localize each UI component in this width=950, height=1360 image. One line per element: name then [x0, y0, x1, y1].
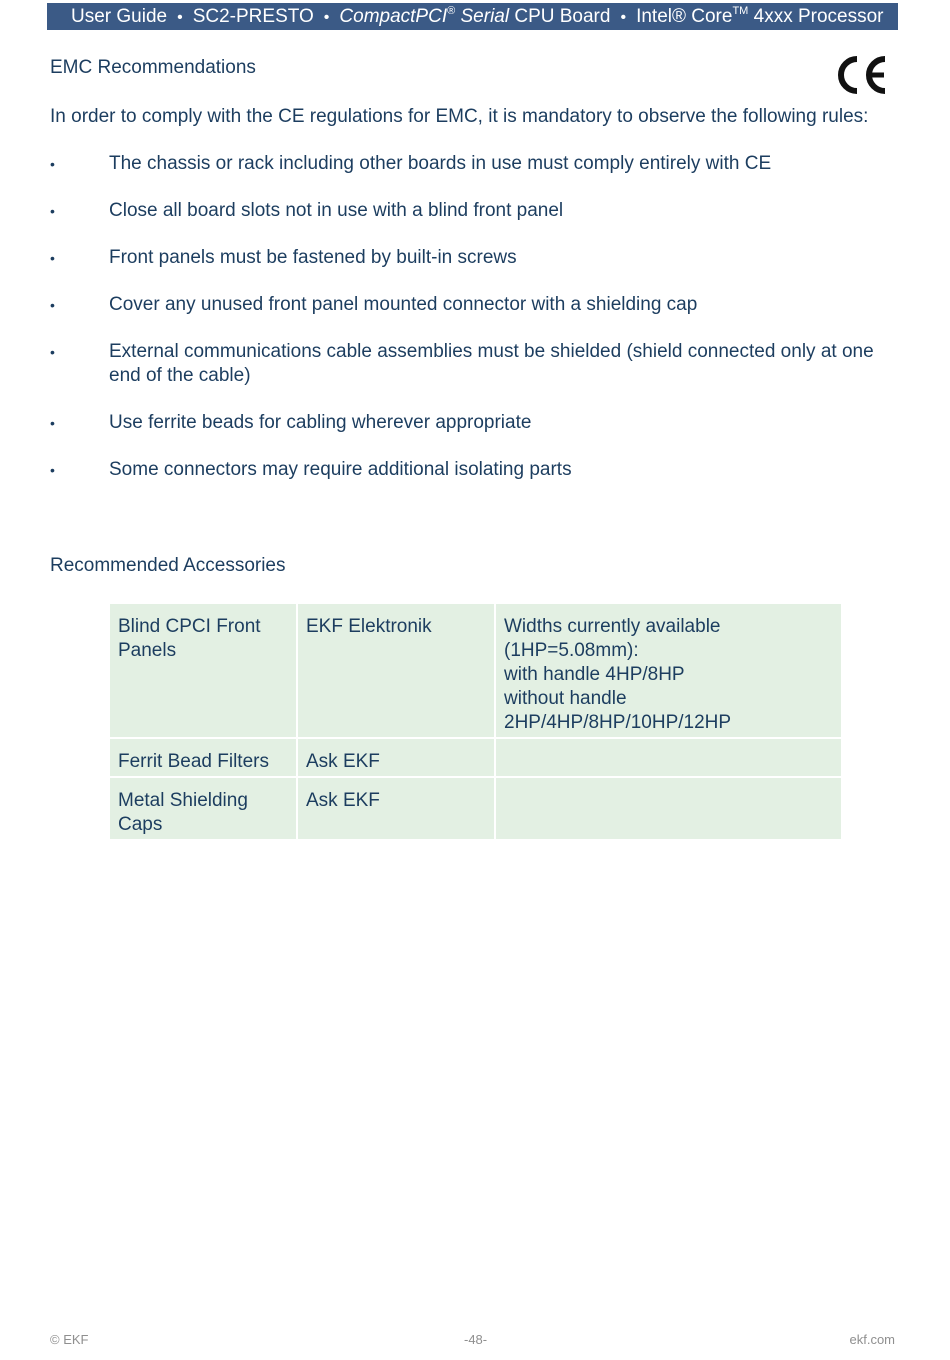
emc-rules-list — [0, 152, 950, 505]
rule-text: Cover any unused front panel mounted connector with a shielding cap — [109, 294, 698, 315]
ce-mark-icon — [838, 55, 892, 95]
table-row — [109, 738, 842, 777]
header-separator: • — [323, 9, 330, 26]
note-line: 2HP/4HP/8HP/10HP/12HP — [504, 712, 732, 733]
list-item — [0, 246, 950, 270]
header-separator: • — [177, 9, 183, 26]
accessory-notes-cell — [495, 738, 842, 777]
list-item — [0, 458, 950, 482]
list-item — [0, 152, 950, 176]
footer-copyright: © EKF — [50, 1332, 89, 1347]
accessory-notes-cell — [495, 777, 842, 840]
footer-website-link[interactable]: ekf.com — [849, 1332, 895, 1347]
accessory-source-cell: EKF Elektronik — [297, 603, 495, 738]
note-line: without handle — [504, 688, 627, 709]
rule-text: Front panels must be fastened by built-in screws — [109, 247, 517, 268]
header-trademark: TM — [732, 5, 749, 17]
note-line: (1HP=5.08mm): — [504, 640, 639, 661]
note-line: Widths currently available — [504, 616, 721, 637]
header-title: User Guide — [71, 6, 168, 27]
list-item — [0, 293, 950, 317]
header-processor: 4xxx Processor — [753, 6, 884, 27]
bullet-icon: • — [50, 462, 55, 478]
bullet-icon: • — [50, 344, 55, 360]
rule-text: Use ferrite beads for cabling wherever appropriate — [109, 412, 532, 433]
bullet-icon: • — [50, 250, 55, 266]
header-board-type: CPU Board — [514, 6, 611, 27]
list-item — [0, 340, 950, 388]
header-separator: • — [620, 9, 627, 26]
document-header-bar — [47, 3, 898, 30]
emc-section-title: EMC Recommendations — [50, 57, 256, 78]
accessory-notes-cell — [495, 603, 842, 738]
accessory-item-cell: Ferrit Bead Filters — [109, 738, 297, 777]
table-row — [109, 603, 842, 738]
header-intel-core: Intel® Core — [636, 6, 733, 27]
accessories-table — [108, 602, 843, 841]
bullet-icon: • — [50, 415, 55, 431]
note-line: with handle 4HP/8HP — [504, 664, 685, 685]
rule-text: Close all board slots not in use with a blind front panel — [109, 200, 564, 221]
list-item — [0, 199, 950, 223]
bullet-icon: • — [50, 203, 55, 219]
accessory-source-cell: Ask EKF — [297, 738, 495, 777]
accessory-item-cell: Metal Shielding Caps — [109, 777, 297, 840]
header-compactpci: CompactPCI — [339, 6, 448, 27]
rule-text: The chassis or rack including other boards in use must comply entirely with CE — [109, 153, 772, 174]
footer-page-number: -48- — [464, 1332, 488, 1347]
rule-text: External communications cable assemblies must be shielded (shield connected only at one end of the cable) — [109, 341, 874, 386]
table-row — [109, 777, 842, 840]
bullet-icon: • — [50, 297, 55, 313]
accessories-section-title: Recommended Accessories — [50, 555, 286, 576]
emc-intro-text: In order to comply with the CE regulations for EMC, it is mandatory to observe the following rules: — [50, 106, 869, 127]
bullet-icon: • — [50, 156, 55, 172]
header-product: SC2-PRESTO — [192, 6, 314, 27]
accessory-source-cell: Ask EKF — [297, 777, 495, 840]
header-serial: Serial — [460, 6, 510, 27]
header-registered-mark: ® — [447, 5, 456, 17]
rule-text: Some connectors may require additional isolating parts — [109, 459, 572, 480]
accessory-item-cell: Blind CPCI Front Panels — [109, 603, 297, 738]
list-item — [0, 411, 950, 435]
